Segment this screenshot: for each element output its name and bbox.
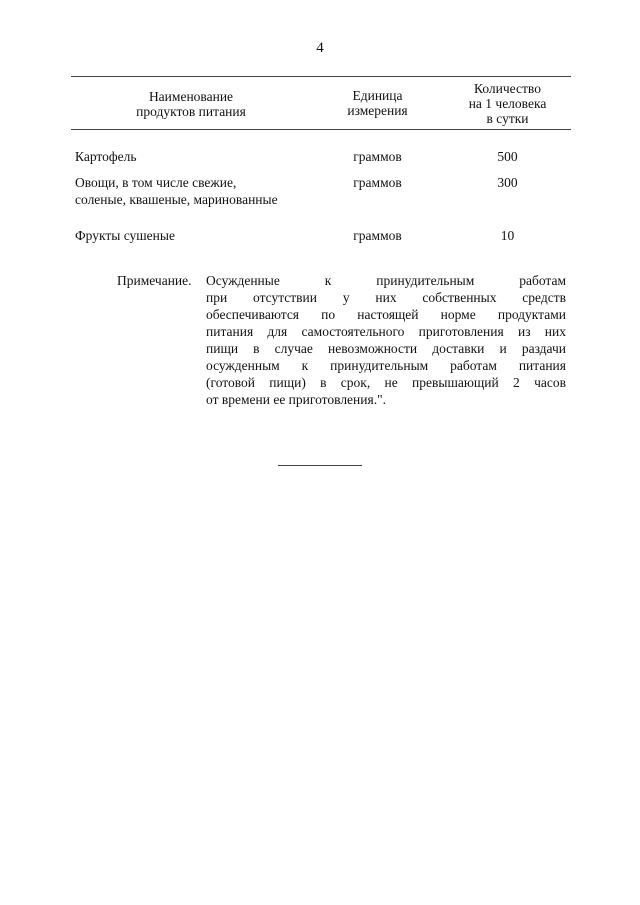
table-row	[71, 174, 571, 208]
note-line: питания для самостоятельного приготовления из них	[206, 324, 566, 339]
row-unit: граммов	[353, 175, 402, 190]
table-header-rule	[71, 129, 571, 130]
row-unit: граммов	[353, 149, 402, 164]
row-unit: граммов	[353, 228, 402, 243]
header-product-name: Наименование продуктов питания	[136, 89, 246, 119]
food-norm-table	[71, 76, 571, 244]
note-line: (готовой пищи) в срок, не превышающий 2 часов	[206, 375, 566, 390]
note-text	[206, 272, 566, 408]
row-product-name: Картофель	[75, 149, 137, 164]
table-body	[71, 148, 571, 244]
row-quantity: 10	[500, 228, 515, 243]
header-quantity: Количество на 1 человека в сутки	[468, 80, 547, 126]
note-label: Примечание.	[117, 273, 192, 288]
table-header-row	[71, 77, 571, 129]
header-unit: Единица измерения	[347, 88, 408, 118]
note-line: Осужденные к принудительным работам	[206, 273, 566, 288]
page-number: 4	[316, 40, 324, 56]
note-line: от времени ее приготовления.".	[206, 392, 386, 407]
note-line: при отсутствии у них собственных средств	[206, 290, 566, 305]
note-block	[117, 272, 567, 408]
note-line: осужденным к принудительным работам питания	[206, 358, 566, 373]
row-product-name: Овощи, в том числе свежие, соленые, квашеные, маринованные	[75, 175, 278, 207]
table-row	[71, 227, 571, 244]
row-product-name: Фрукты сушеные	[75, 228, 175, 243]
note-line: пищи в случае невозможности доставки и раздачи	[206, 341, 566, 356]
end-separator-line	[278, 465, 362, 466]
row-quantity: 500	[497, 149, 518, 164]
row-quantity: 300	[497, 175, 518, 190]
table-row	[71, 148, 571, 165]
note-line: обеспечиваются по настоящей норме продуктами	[206, 307, 566, 322]
